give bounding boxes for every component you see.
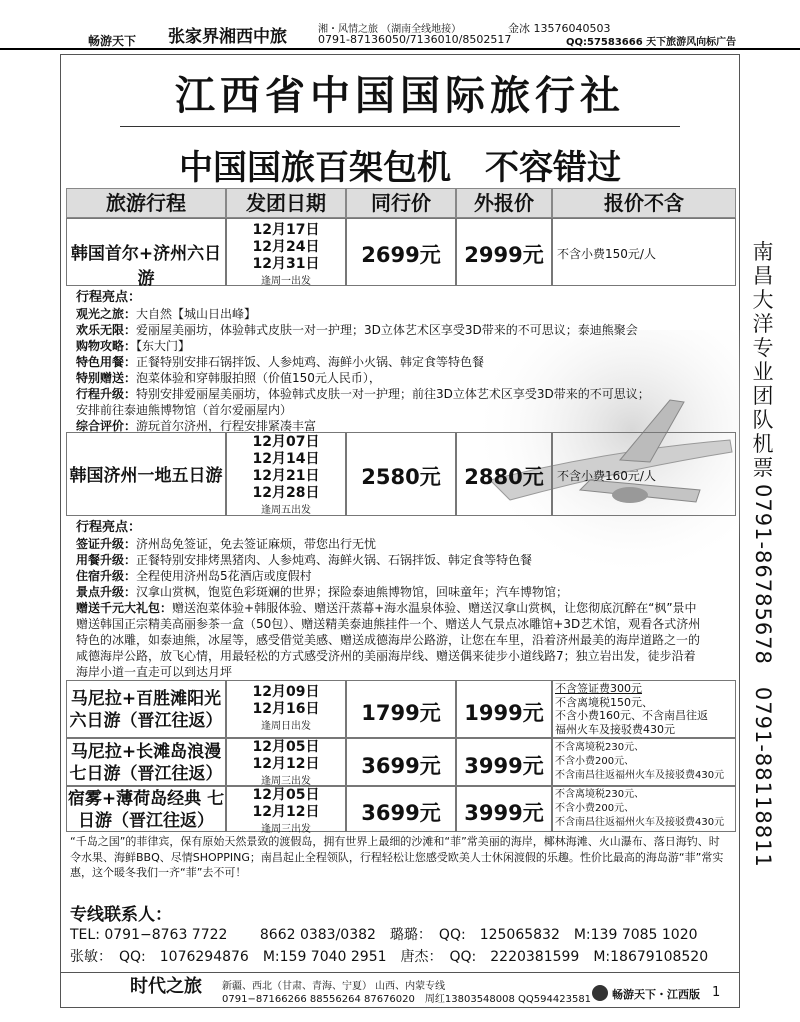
hl-item: 特色用餐：正餐特别安排石锅拌饭、人参炖鸡、海鲜小火锅、韩定食等特色餐 [76,355,485,369]
page-title: 江西省中国国际旅行社 [175,72,625,119]
excl-item: 不含离境税230元、 [555,789,645,800]
date: 12月28日 [252,485,320,501]
highlights-title: 行程亮点： [76,290,142,305]
hl-item: 赠送千元大礼包：赠送泡菜体验+韩服体验、赠送汗蒸幕+海水温泉体验、赠送汉拿山赏枫，让您彻底沉醉在“枫”景中 [76,601,697,615]
hl-item: 海岸小道一直走可以到达月坪 [76,665,233,679]
footer-brand: 时代之旅 [130,976,202,997]
route-5-retail: 3999元 [456,786,552,832]
excl-item: 不含签证费300元 [555,682,642,695]
footer-lines [222,980,591,1006]
hl-item: 欢乐无限：爱丽屋美丽坊，体验韩式皮肤一对一护理；3D立体艺术区享受3D带来的不可思议；泰迪熊聚会 [76,323,638,337]
date: 12月16日 [252,701,320,717]
hl-item: 用餐升级：正餐特别安排烤黑猪肉、人参炖鸡、海鲜火锅、石锅拌饭、韩定食等特色餐 [76,553,533,567]
hl-item: 特色的冰雕，如泰迪熊，冰屋等，感受借觉美感、赠送成德海岸公路游，让您在车里，沿着济州最美的海岸道路之一的 [76,633,701,647]
route-2-dates [226,432,346,516]
date: 12月07日 [252,434,320,450]
header-mid2: 0791-87136050/7136010/8502517 [318,33,512,46]
philippines-blurb: “千岛之国”的菲律宾，保有原始天然景致的渡假岛，拥有世界上最细的沙滩和“菲”常美丽的海岸，椰林海滩、火山瀑布、落日海钓、时令水果、海鲜BBQ、尽情SHOPPING；南昌起止全程领队，行程轻松让您感受欧美人士休闲渡假的乐趣。性价比最高的海岛游“菲”常实惠，这个暖冬我们一齐“菲”去不可！ [70,835,724,879]
route-5-name: 宿雾+薄荷岛经典 七日游（晋江往返） [66,786,226,832]
excl-item: 不含南昌往返福州火车及接驳费430元 [555,770,725,781]
hl-item: 行程升级：特别安排爱丽屋美丽坊，体验韩式皮肤一对一护理；前往3D立体艺术区享受3D带来的不可思议； [76,387,650,401]
route-4-dates [226,738,346,786]
header-center: 张家界湘西中旅 [168,27,287,47]
hl-item: 购物攻略：【东大门】 [76,339,191,353]
banner-headline: 中国国旅百架包机 不容错过 [179,148,621,188]
footer-divider [60,972,740,973]
side-phones: 0791-86785678 0791-88118811 [751,484,775,868]
excl-item: 不含离境税230元、 [555,742,645,753]
hl-item: 赠送韩国正宗精美高丽参茶一盒（50包）、赠送精美泰迪熊挂件一个、赠送人气景点冰雕馆+3D艺术馆，观看各式济州 [76,617,701,631]
route-2-excl: 不含小费160元/人 [552,432,736,516]
date: 12月14日 [252,451,320,467]
route-4-excl [552,738,736,786]
col-route: 旅游行程 [66,188,226,218]
col-retail-price: 外报价 [456,188,552,218]
date: 12月09日 [252,684,320,700]
page-number: 1 [712,985,721,1000]
header-mid1: 湘・风情之旅 （湖南全线地接） [318,24,462,35]
excl-item: 不含离境税150元、 [555,695,653,709]
header-right1: 金冰 13576040503 [508,22,611,35]
route-1-name: 韩国首尔+济州六日游 [66,218,226,286]
date: 12月12日 [252,804,320,820]
route-2-name: 韩国济州一地五日游 [66,432,226,516]
hl-item: 咸德海岸公路，放飞心情，用最轻松的方式感受济州的美丽海岸线、赠送偶来徒步小道线路7；独立岩出发，徒步沿着 [76,649,696,663]
hl-item: 安排前往泰迪熊博物馆（首尔爱丽屋内） [76,403,293,417]
title-divider [120,126,680,127]
depart-note: 逢周三出发 [261,824,311,835]
route-4-peer: 3699元 [346,738,456,786]
route-4-retail: 3999元 [456,738,552,786]
route-2-retail: 2880元 [456,432,552,516]
excl-item: 不含小费200元、 [555,803,635,814]
date: 12月12日 [252,756,320,772]
excl-item: 不含小费160元、不含南昌往返 [555,709,708,722]
hl-item: 住宿升级：全程使用济州岛5花酒店或度假村 [76,569,312,583]
header-right2: QQ:57583666 天下旅游风向标广告 [566,37,737,48]
side-company: 南昌大洋专业团队机票 [752,240,774,480]
footer-tag: 畅游天下・江西版 [612,988,700,1001]
footer-line2: 0791−87166266 88556264 87676020 周红13803548008 QQ594423581 [222,994,592,1005]
date: 12月05日 [252,739,320,755]
depart-note: 逢周日出发 [261,721,311,732]
hl-item: 签证升级：济州岛免签证，免去签证麻烦，带您出行无忧 [76,537,377,551]
header-left: 畅游天下 [88,34,137,48]
route-2-peer: 2580元 [346,432,456,516]
hl-item: 景点升级：汉拿山赏枫，饱览色彩斑斓的世界；探险泰迪熊博物馆，回味童年；汽车博物馆； [76,585,569,599]
footer-logo-icon [592,985,608,1001]
excl-item: 福州火车及接驳费430元 [555,722,675,736]
route-5-dates [226,786,346,835]
header-bar [0,0,800,50]
col-dates: 发团日期 [226,188,346,218]
route-3-retail: 1999元 [456,680,552,738]
contact-line-2: 张敏： QQ: 1076294876 M:159 7040 2951 唐杰： QQ: 2220381599 M:18679108520 [70,949,709,965]
highlights-title: 行程亮点： [76,520,142,535]
highlights-2 [76,520,736,680]
side-ad [745,240,781,873]
date: 12月21日 [252,468,320,484]
route-3-name: 马尼拉+百胜滩阳光 六日游（晋江往返） [66,680,226,738]
date: 12月31日 [252,256,320,272]
footer-line1: 新疆、西北（甘肃、青海、宁夏） 山西、内蒙专线 [222,981,446,992]
route-1-retail: 2999元 [456,218,552,286]
route-4-name: 马尼拉+长滩岛浪漫 七日游（晋江往返） [66,738,226,786]
route-1-peer: 2699元 [346,218,456,286]
hl-item: 观光之旅：大自然【城山日出峰】 [76,307,257,321]
depart-note: 逢周五出发 [261,505,311,516]
contact-line-1: TEL: 0791−8763 7722 8662 0383/0382 璐璐： QQ: 125065832 M:139 7085 1020 [70,927,698,943]
route-1-dates [226,218,346,286]
route-1-excl: 不含小费150元/人 [552,218,736,286]
date: 12月05日 [252,787,320,803]
depart-note: 逢周三出发 [261,776,311,787]
highlights-1 [76,290,736,434]
excl-item: 不含小费200元、 [555,756,635,767]
route-3-dates [226,680,346,738]
depart-note: 逢周一出发 [261,276,311,287]
excl-item: 不含南昌往返福州火车及接驳费430元 [555,817,725,828]
col-peer-price: 同行价 [346,188,456,218]
route-5-peer: 3699元 [346,786,456,832]
route-3-excl [552,680,736,738]
route-5-excl [552,786,736,832]
route-3-peer: 1799元 [346,680,456,738]
date: 12月24日 [252,239,320,255]
date: 12月17日 [252,222,320,238]
contact-title: 专线联系人： [70,905,172,925]
hl-item: 特别赠送：泡菜体验和穿韩服拍照（价值150元人民币）， [76,371,381,385]
hl-item: 综合评价：游玩首尔济州，行程安排紧凑丰富 [76,419,317,433]
col-exclusions: 报价不含 [552,188,736,218]
